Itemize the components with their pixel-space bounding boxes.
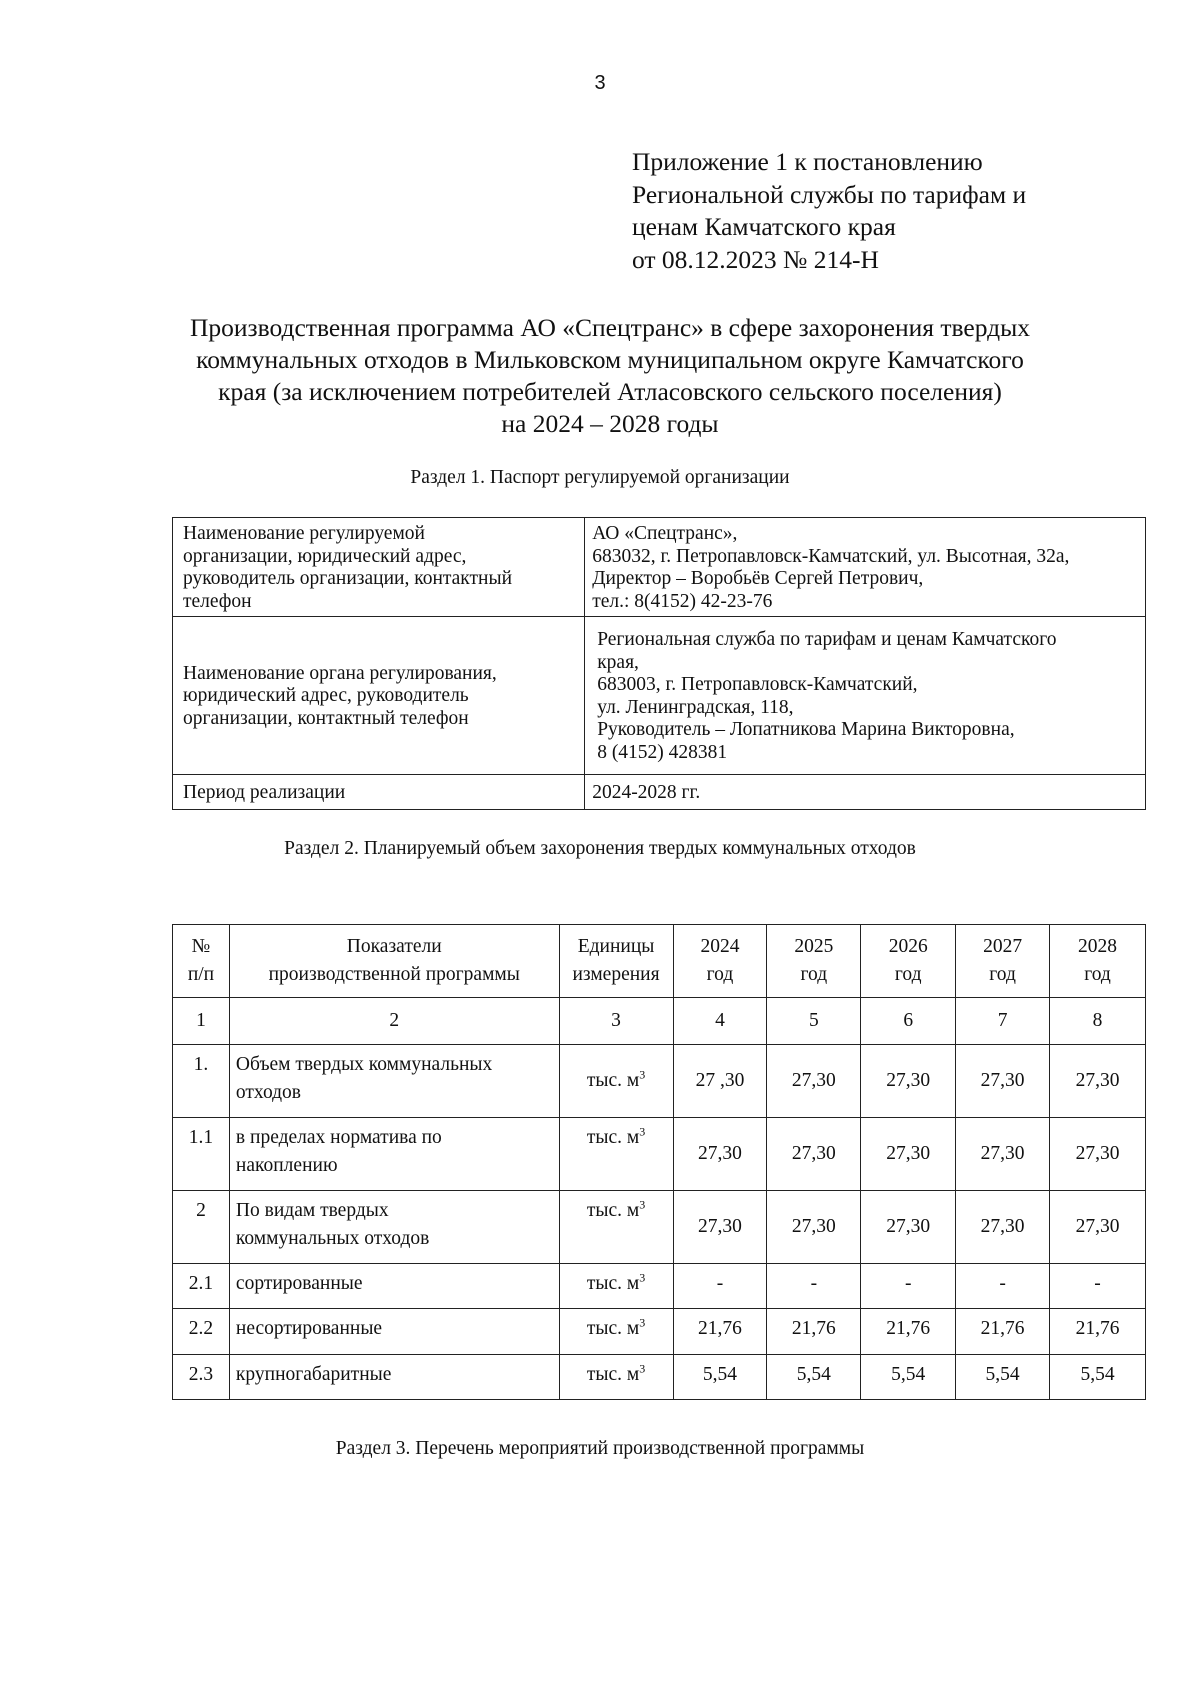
header-line: год <box>1084 964 1111 985</box>
unit-power: 3 <box>639 1315 646 1330</box>
row-value: 21,76 <box>1050 1309 1146 1355</box>
row-number: 2.2 <box>173 1309 230 1355</box>
row-indicator <box>229 1191 559 1264</box>
appendix-line: ценам Камчатского края <box>632 212 896 241</box>
row-value: 27 ,30 <box>673 1045 767 1118</box>
cell-line: ул. Ленинградская, 118, <box>597 696 794 718</box>
passport-value-cell <box>585 775 1146 810</box>
unit-power: 3 <box>639 1270 646 1285</box>
unit-base: тыс. м <box>586 1127 640 1148</box>
row-number: 2.3 <box>173 1355 230 1400</box>
title-line: Производственная программа АО «Спецтранс» в сфере захоронения твердых <box>190 313 1030 342</box>
table-row <box>173 1118 1146 1191</box>
cell-line: тел.: 8(4152) 42-23-76 <box>592 590 773 612</box>
appendix-line: Региональной службы по тарифам и <box>632 179 1027 209</box>
title-line: края (за исключением потребителей Атласовского сельского поселения) <box>218 377 1002 406</box>
cell-line: Наименование органа регулирования, <box>183 662 497 684</box>
header-line: п/п <box>187 964 215 985</box>
row-value: 27,30 <box>767 1118 861 1191</box>
row-value: 27,30 <box>1050 1045 1146 1118</box>
table-row <box>173 518 1146 617</box>
table-row <box>173 1355 1146 1400</box>
section1-heading: Раздел 1. Паспорт регулируемой организации <box>410 467 790 488</box>
header-line: 2026 <box>888 936 928 957</box>
table-row <box>173 1309 1146 1355</box>
cell-line: отходов <box>235 1082 302 1103</box>
unit-power: 3 <box>639 1197 646 1212</box>
cell-line: Период реализации <box>183 781 346 803</box>
header-line: год <box>706 964 734 985</box>
cell-line: крупногабаритные <box>235 1364 392 1385</box>
row-unit <box>559 1355 673 1400</box>
cell-line: Директор – Воробьёв Сергей Петрович, <box>592 568 924 589</box>
header-line: измерения <box>572 964 660 985</box>
row-value: 27,30 <box>767 1191 861 1264</box>
row-value: 21,76 <box>673 1309 767 1355</box>
cell-line: 683032, г. Петропавловск-Камчатский, ул. Высотная, 32а, <box>592 545 1070 567</box>
table-row <box>173 617 1146 775</box>
cell-line: Наименование регулируемой <box>183 523 425 544</box>
header-year <box>1050 925 1146 998</box>
column-number: 3 <box>559 998 673 1045</box>
passport-label-cell <box>173 518 585 617</box>
passport-label-cell <box>173 775 585 810</box>
row-value: 27,30 <box>861 1045 956 1118</box>
row-value: 27,30 <box>956 1191 1050 1264</box>
cell-line: сортированные <box>235 1273 363 1294</box>
column-number: 2 <box>229 998 559 1045</box>
header-indicator <box>229 925 559 998</box>
header-line: 2027 <box>983 936 1023 957</box>
row-value: 5,54 <box>1050 1355 1146 1400</box>
row-value: 5,54 <box>956 1355 1050 1400</box>
row-value: 5,54 <box>861 1355 956 1400</box>
unit-base: тыс. м <box>586 1364 640 1385</box>
row-number: 2.1 <box>173 1264 230 1309</box>
title-line: коммунальных отходов в Мильковском муниципальном округе Камчатского <box>196 345 1024 374</box>
document-title <box>150 312 1070 440</box>
header-unit <box>559 925 673 998</box>
table-row <box>173 1045 1146 1118</box>
section2-heading: Раздел 2. Планируемый объем захоронения твердых коммунальных отходов <box>284 838 916 859</box>
cell-line: юридический адрес, руководитель <box>183 685 469 707</box>
row-indicator <box>229 1264 559 1309</box>
header-year <box>767 925 861 998</box>
row-value: 5,54 <box>767 1355 861 1400</box>
row-value: 27,30 <box>673 1118 767 1191</box>
header-line: год <box>894 964 922 985</box>
cell-line: АО «Спецтранс», <box>592 523 738 544</box>
row-value: - <box>861 1264 956 1309</box>
row-value: - <box>673 1264 767 1309</box>
header-line: год <box>989 964 1016 985</box>
cell-line: накоплению <box>235 1155 338 1176</box>
unit-power: 3 <box>639 1361 646 1376</box>
header-line: производственной программы <box>268 964 520 985</box>
row-value: 21,76 <box>767 1309 861 1355</box>
row-value: 27,30 <box>861 1118 956 1191</box>
section3-heading: Раздел 3. Перечень мероприятий производственной программы <box>335 1438 865 1459</box>
column-number: 1 <box>173 998 230 1045</box>
header-line: 2028 <box>1078 936 1118 957</box>
column-number: 7 <box>956 998 1050 1045</box>
row-value: 21,76 <box>861 1309 956 1355</box>
header-line: 2024 <box>700 936 740 957</box>
header-line: год <box>800 964 828 985</box>
header-year <box>861 925 956 998</box>
column-number: 4 <box>673 998 767 1045</box>
row-number: 1. <box>173 1045 230 1118</box>
row-value: 27,30 <box>1050 1118 1146 1191</box>
cell-line: края, <box>597 651 639 673</box>
table-row <box>173 775 1146 810</box>
passport-table <box>172 517 1146 810</box>
row-unit <box>559 1264 673 1309</box>
cell-line: 2024-2028 гг. <box>592 781 701 803</box>
header-line: 2025 <box>794 936 834 957</box>
table-row <box>173 1264 1146 1309</box>
page-number: 3 <box>594 72 606 94</box>
row-value: 27,30 <box>956 1045 1050 1118</box>
title-line: на 2024 – 2028 годы <box>501 409 719 438</box>
table-row <box>173 1191 1146 1264</box>
unit-base: тыс. м <box>586 1200 640 1221</box>
row-value: - <box>1050 1264 1146 1309</box>
header-num <box>173 925 230 998</box>
passport-value-cell <box>585 617 1146 775</box>
row-value: - <box>767 1264 861 1309</box>
column-number: 8 <box>1050 998 1146 1045</box>
row-unit <box>559 1191 673 1264</box>
cell-line: организации, контактный телефон <box>183 707 469 729</box>
cell-line: в пределах норматива по <box>235 1127 442 1148</box>
row-value: - <box>956 1264 1050 1309</box>
passport-value-cell <box>585 518 1146 617</box>
cell-line: По видам твердых <box>235 1200 389 1221</box>
row-indicator <box>229 1045 559 1118</box>
cell-line: несортированные <box>235 1318 383 1339</box>
header-row <box>173 925 1146 998</box>
appendix-line: Приложение 1 к постановлению <box>632 147 983 176</box>
row-value: 27,30 <box>1050 1191 1146 1264</box>
column-number-row <box>173 998 1146 1045</box>
unit-power: 3 <box>639 1124 646 1139</box>
plan-table <box>172 924 1146 1400</box>
header-year <box>673 925 767 998</box>
row-value: 21,76 <box>956 1309 1050 1355</box>
cell-line: Объем твердых коммунальных <box>235 1054 493 1075</box>
header-line: Показатели <box>346 936 442 957</box>
row-value: 27,30 <box>956 1118 1050 1191</box>
cell-line: 8 (4152) 428381 <box>597 741 728 763</box>
unit-base: тыс. м <box>586 1070 640 1091</box>
header-year <box>956 925 1050 998</box>
cell-line: организации, юридический адрес, <box>183 545 467 567</box>
column-number: 6 <box>861 998 956 1045</box>
row-indicator <box>229 1355 559 1400</box>
appendix-note <box>632 146 1026 276</box>
cell-line: руководитель организации, контактный <box>183 568 513 589</box>
row-value: 27,30 <box>673 1191 767 1264</box>
cell-line: Руководитель – Лопатникова Марина Викторовна, <box>597 719 1015 740</box>
row-value: 5,54 <box>673 1355 767 1400</box>
header-line: Единицы <box>577 936 655 957</box>
cell-line: телефон <box>183 590 252 612</box>
header-line: № <box>191 936 211 957</box>
row-unit <box>559 1045 673 1118</box>
column-number: 5 <box>767 998 861 1045</box>
cell-line: Региональная служба по тарифам и ценам Камчатского <box>597 629 1057 650</box>
cell-line: 683003, г. Петропавловск-Камчатский, <box>597 674 918 695</box>
row-indicator <box>229 1118 559 1191</box>
row-number: 2 <box>173 1191 230 1264</box>
row-unit <box>559 1309 673 1355</box>
row-indicator <box>229 1309 559 1355</box>
unit-base: тыс. м <box>586 1318 640 1339</box>
row-value: 27,30 <box>767 1045 861 1118</box>
unit-base: тыс. м <box>586 1273 640 1294</box>
passport-label-cell <box>173 617 585 775</box>
row-number: 1.1 <box>173 1118 230 1191</box>
row-unit <box>559 1118 673 1191</box>
appendix-line: от 08.12.2023 № 214-Н <box>632 244 879 274</box>
unit-power: 3 <box>639 1067 646 1082</box>
cell-line: коммунальных отходов <box>235 1228 430 1249</box>
row-value: 27,30 <box>861 1191 956 1264</box>
